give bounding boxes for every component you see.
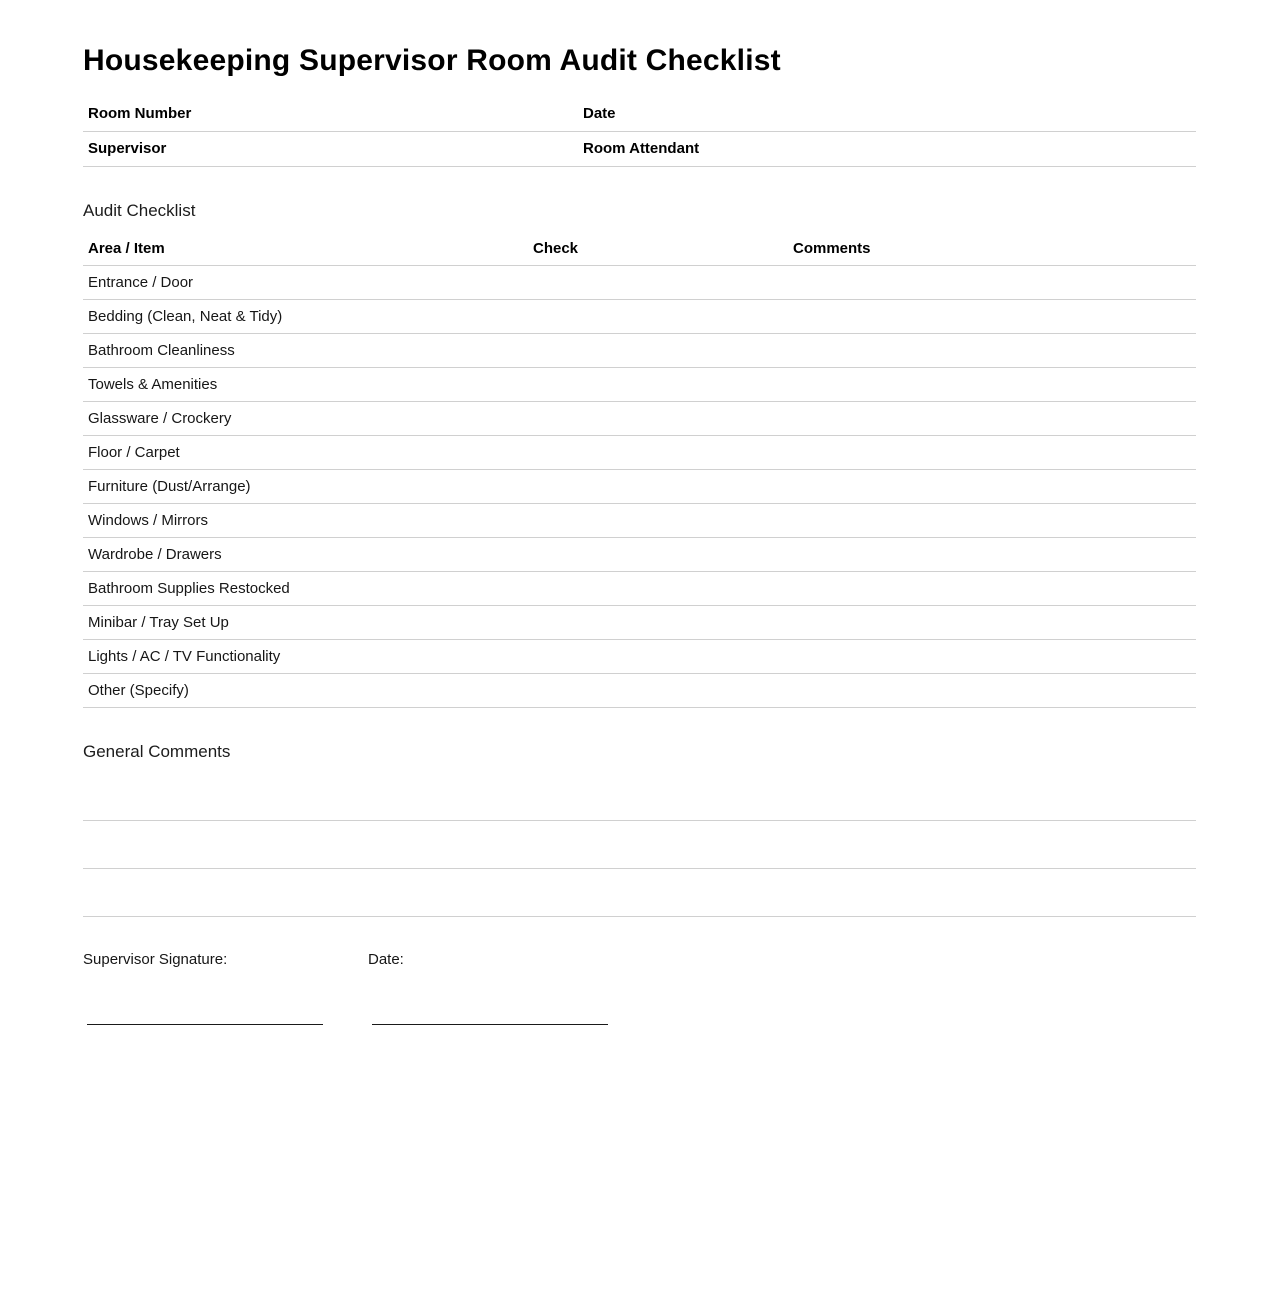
date-signature-label: Date: [368, 951, 404, 968]
checklist-item-label: Minibar / Tray Set Up [83, 606, 533, 640]
column-header-check: Check [533, 232, 793, 266]
comments-blank-line [83, 869, 1196, 917]
checklist-item-label: Windows / Mirrors [83, 504, 533, 538]
checklist-row [83, 368, 1196, 402]
audit-checklist-table [83, 232, 1196, 709]
check-cell [533, 504, 793, 538]
comments-cell [793, 606, 1196, 640]
checklist-item-label: Wardrobe / Drawers [83, 538, 533, 572]
column-header-comments: Comments [793, 232, 1196, 266]
supervisor-signature-line [87, 1024, 323, 1025]
check-cell [533, 334, 793, 368]
checklist-row [83, 504, 1196, 538]
comments-blank-line [83, 821, 1196, 869]
supervisor-signature-block [83, 950, 368, 1025]
check-cell [533, 368, 793, 402]
check-cell [533, 300, 793, 334]
checklist-item-label: Furniture (Dust/Arrange) [83, 470, 533, 504]
check-cell [533, 572, 793, 606]
checklist-row [83, 436, 1196, 470]
comments-cell [793, 334, 1196, 368]
comments-cell [793, 640, 1196, 674]
comments-cell [793, 572, 1196, 606]
comments-cell [793, 674, 1196, 708]
general-comments-heading: General Comments [83, 742, 231, 761]
header-fields-table [83, 96, 1196, 167]
checklist-row [83, 300, 1196, 334]
checklist-row [83, 674, 1196, 708]
check-cell [533, 436, 793, 470]
checklist-row [83, 402, 1196, 436]
check-cell [533, 674, 793, 708]
comments-cell [793, 436, 1196, 470]
comments-cell [793, 266, 1196, 300]
supervisor-label: Supervisor [83, 131, 583, 166]
comments-cell [793, 470, 1196, 504]
date-signature-block [368, 950, 653, 1025]
room-attendant-label: Room Attendant [583, 131, 1196, 166]
comments-cell [793, 538, 1196, 572]
page-title: Housekeeping Supervisor Room Audit Checklist [83, 44, 781, 77]
header-fields-row [83, 96, 1196, 131]
checklist-item-label: Towels & Amenities [83, 368, 533, 402]
checklist-row [83, 640, 1196, 674]
checklist-row [83, 606, 1196, 640]
room-number-label: Room Number [83, 96, 583, 131]
column-header-area-item: Area / Item [83, 232, 533, 266]
checklist-item-label: Lights / AC / TV Functionality [83, 640, 533, 674]
comments-cell [793, 368, 1196, 402]
signature-section [83, 950, 1196, 1025]
comments-cell [793, 402, 1196, 436]
header-fields-row [83, 131, 1196, 166]
checklist-row [83, 538, 1196, 572]
checklist-row [83, 334, 1196, 368]
checklist-item-label: Other (Specify) [83, 674, 533, 708]
comments-cell [793, 300, 1196, 334]
checklist-item-label: Bathroom Cleanliness [83, 334, 533, 368]
audit-checklist-heading: Audit Checklist [83, 200, 196, 220]
checklist-row [83, 470, 1196, 504]
comments-cell [793, 504, 1196, 538]
date-signature-line [372, 1024, 608, 1025]
check-cell [533, 606, 793, 640]
check-cell [533, 470, 793, 504]
check-cell [533, 640, 793, 674]
checklist-header-row [83, 232, 1196, 266]
date-label: Date [583, 96, 1196, 131]
checklist-item-label: Entrance / Door [83, 266, 533, 300]
supervisor-signature-label: Supervisor Signature: [83, 951, 228, 968]
checklist-row [83, 572, 1196, 606]
check-cell [533, 266, 793, 300]
checklist-item-label: Bathroom Supplies Restocked [83, 572, 533, 606]
comments-blank-line [83, 773, 1196, 821]
checklist-row [83, 266, 1196, 300]
check-cell [533, 538, 793, 572]
checklist-item-label: Bedding (Clean, Neat & Tidy) [83, 300, 533, 334]
checklist-item-label: Glassware / Crockery [83, 402, 533, 436]
general-comments-area [83, 773, 1196, 917]
checklist-item-label: Floor / Carpet [83, 436, 533, 470]
check-cell [533, 402, 793, 436]
